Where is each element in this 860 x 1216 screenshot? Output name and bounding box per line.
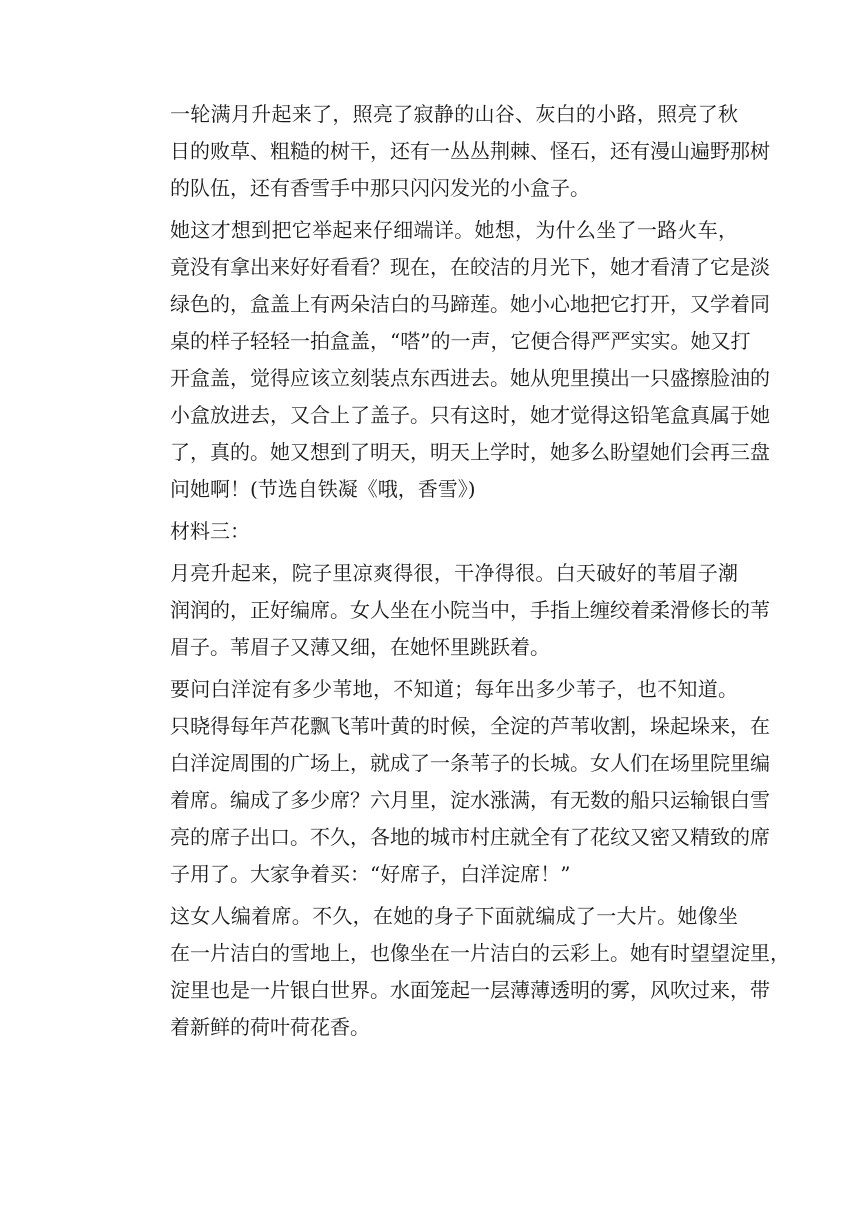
text-line: 着席。编成了多少席？六月里，淀水涨满，有无数的船只运输银白雪 xyxy=(170,788,770,812)
paragraph-reed-weaving xyxy=(130,555,770,666)
text-line: 子用了。大家争着买：“好席子，白洋淀席！” xyxy=(170,862,571,886)
text-line: 材料三： xyxy=(170,519,250,543)
text-line: 绿色的，盒盖上有两朵洁白的马蹄莲。她小心地把它打开，又学着同 xyxy=(170,292,770,316)
text-line: 的队伍，还有香雪手中那只闪闪发光的小盒子。 xyxy=(170,176,590,200)
text-line: 亮的席子出口。不久，各地的城市村庄就全有了花纹又密又精致的席 xyxy=(170,825,770,849)
text-line: 白洋淀周围的广场上，就成了一条苇子的长城。女人们在场里院里编 xyxy=(170,751,770,775)
document-page xyxy=(130,96,790,1051)
text-line: 只晓得每年芦花飘飞苇叶黄的时候，全淀的芦苇收割，垛起垛来，在 xyxy=(170,714,770,738)
text-line: 眉子。苇眉子又薄又细，在她怀里跳跃着。 xyxy=(170,635,550,659)
text-line: 润润的，正好编席。女人坐在小院当中，手指上缠绞着柔滑修长的苇 xyxy=(170,598,770,622)
text-line: 这女人编着席。不久，在她的身子下面就编成了一大片。她像坐 xyxy=(170,904,738,928)
text-line: 了，真的。她又想到了明天，明天上学时，她多么盼望她们会再三盘 xyxy=(170,440,770,464)
text-line: 竟没有拿出来好好看看？现在，在皎洁的月光下，她才看清了它是淡 xyxy=(170,255,770,279)
text-line: 开盒盖，觉得应该立刻装点东西进去。她从兜里摸出一只盛擦脸油的 xyxy=(170,366,770,390)
text-line: 日的败草、粗糙的树干，还有一丛丛荆棘、怪石，还有漫山遍野那树 xyxy=(170,139,770,163)
section-heading-material-three xyxy=(130,513,738,550)
text-line: 她这才想到把它举起来仔细端详。她想，为什么坐了一路火车， xyxy=(170,218,738,242)
paragraph-woman-weaving xyxy=(130,898,790,1046)
text-line: 着新鲜的荷叶荷花香。 xyxy=(170,1015,370,1039)
text-line: 一轮满月升起来了，照亮了寂静的山谷、灰白的小路，照亮了秋 xyxy=(170,102,738,126)
paragraph-moonlit-valley xyxy=(130,96,770,207)
text-line: 淀里也是一片银白世界。水面笼起一层薄薄透明的雾，风吹过来，带 xyxy=(170,978,770,1002)
text-line: 在一片洁白的雪地上，也像坐在一片洁白的云彩上。她有时望望淀里， xyxy=(170,941,790,965)
text-line: 要问白洋淀有多少苇地，不知道；每年出多少苇子，也不知道。 xyxy=(170,677,738,701)
text-line: 小盒放进去，又合上了盖子。只有这时，她才觉得这铅笔盒真属于她 xyxy=(170,403,770,427)
text-line: 月亮升起来，院子里凉爽得很，干净得很。白天破好的苇眉子潮 xyxy=(170,561,738,585)
paragraph-baiyangdian xyxy=(130,671,770,893)
text-line: 桌的样子轻轻一拍盒盖，“嗒”的一声，它便合得严严实实。她又打 xyxy=(170,329,751,353)
text-line: 问她啊！(节选自铁凝《哦，香雪》) xyxy=(170,477,476,501)
paragraph-pencil-box xyxy=(130,212,770,508)
